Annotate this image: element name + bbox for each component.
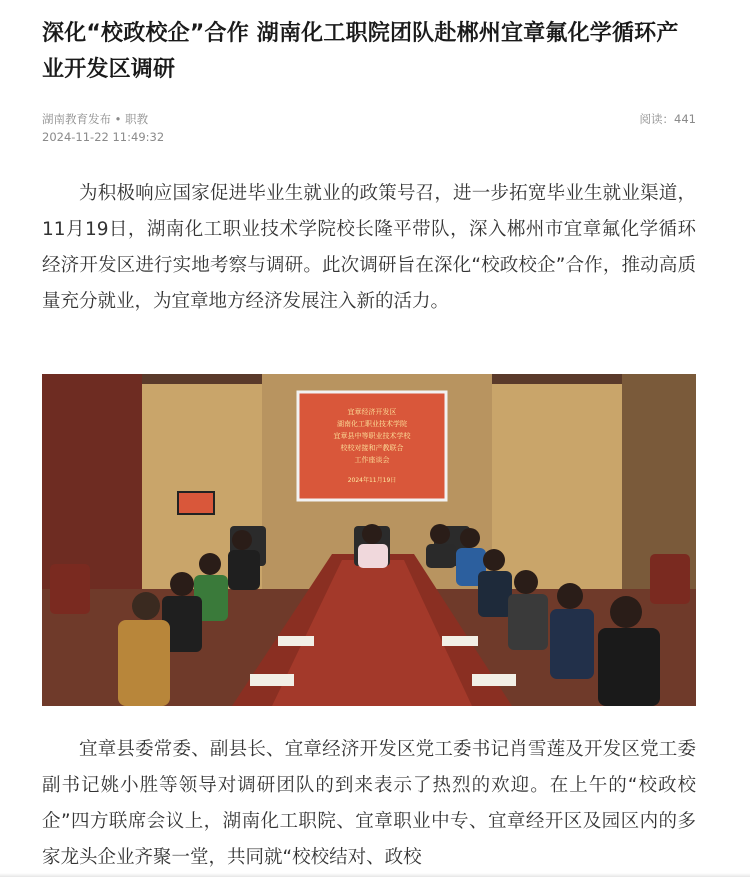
- meeting-photo[interactable]: [42, 374, 696, 706]
- person-body: [550, 609, 594, 679]
- chair: [50, 564, 90, 614]
- read-count: 阅读：441: [639, 112, 696, 126]
- person-head: [199, 553, 221, 575]
- screen-line-3: 宜章县中等职业技术学校: [333, 432, 411, 440]
- paragraph-intro: 为积极响应国家促进毕业生就业的政策号召，进一步拓宽毕业生就业渠道，11月19日，湖南化工职业技术学院校长隆平带队，深入郴州市宜章氟化学循环经济开发区进行实地考察与调研。此次调研旨在深化“校政校企”合作，推动高质量充分就业，为宜章地方经济发展注入新的活力。: [42, 183, 696, 312]
- paragraph-welcome: 宜章县委常委、副县长、宜章经济开发区党工委书记肖雪莲及开发区党工委副书记姚小胜等领导对调研团队的到来表示了热烈的欢迎。在上午的“校政校企”四方联席会议上，湖南化工职院、宜章职业中专、宜章经开区及园区内的多家龙头企业齐聚一堂，共同就“校校结对、政校: [42, 739, 696, 868]
- document: [278, 636, 314, 646]
- screen-line-4: 校校对接和产教联合: [340, 444, 404, 452]
- person-head: [610, 596, 642, 628]
- screen-line-5: 工作座谈会: [354, 456, 390, 464]
- person-head: [460, 528, 480, 548]
- bottom-edge-shadow: [0, 873, 750, 877]
- side-monitor: [178, 492, 214, 514]
- person-body: [426, 544, 456, 568]
- person-head: [132, 592, 160, 620]
- person-head: [514, 570, 538, 594]
- wall-panel-right: [492, 384, 622, 589]
- screen-line-6: 2024年11月19日: [347, 477, 397, 484]
- person-body: [508, 594, 548, 650]
- person-head: [430, 524, 450, 544]
- person-body: [478, 571, 512, 617]
- person-head: [170, 572, 194, 596]
- person-head: [362, 524, 382, 544]
- article-source[interactable]: 湖南教育发布 • 职教: [42, 112, 149, 126]
- screen-line-2: 湖南化工职业技术学院: [337, 420, 407, 428]
- person-head: [557, 583, 583, 609]
- article: [42, 0, 696, 877]
- person-body: [598, 628, 660, 706]
- screen-line-1: 宜章经济开发区: [347, 408, 397, 416]
- person-head: [483, 549, 505, 571]
- document: [442, 636, 478, 646]
- person-body: [228, 550, 260, 590]
- document: [472, 674, 516, 686]
- person-head: [232, 530, 252, 550]
- person-body: [118, 620, 170, 706]
- chair: [650, 554, 690, 604]
- document: [250, 674, 294, 686]
- article-title: 深化“校政校企”合作 湖南化工职院团队赴郴州宜章氟化学循环产业开发区调研: [42, 21, 679, 82]
- person-body: [358, 544, 388, 568]
- article-time: 2024-11-22 11:49:32: [42, 130, 165, 144]
